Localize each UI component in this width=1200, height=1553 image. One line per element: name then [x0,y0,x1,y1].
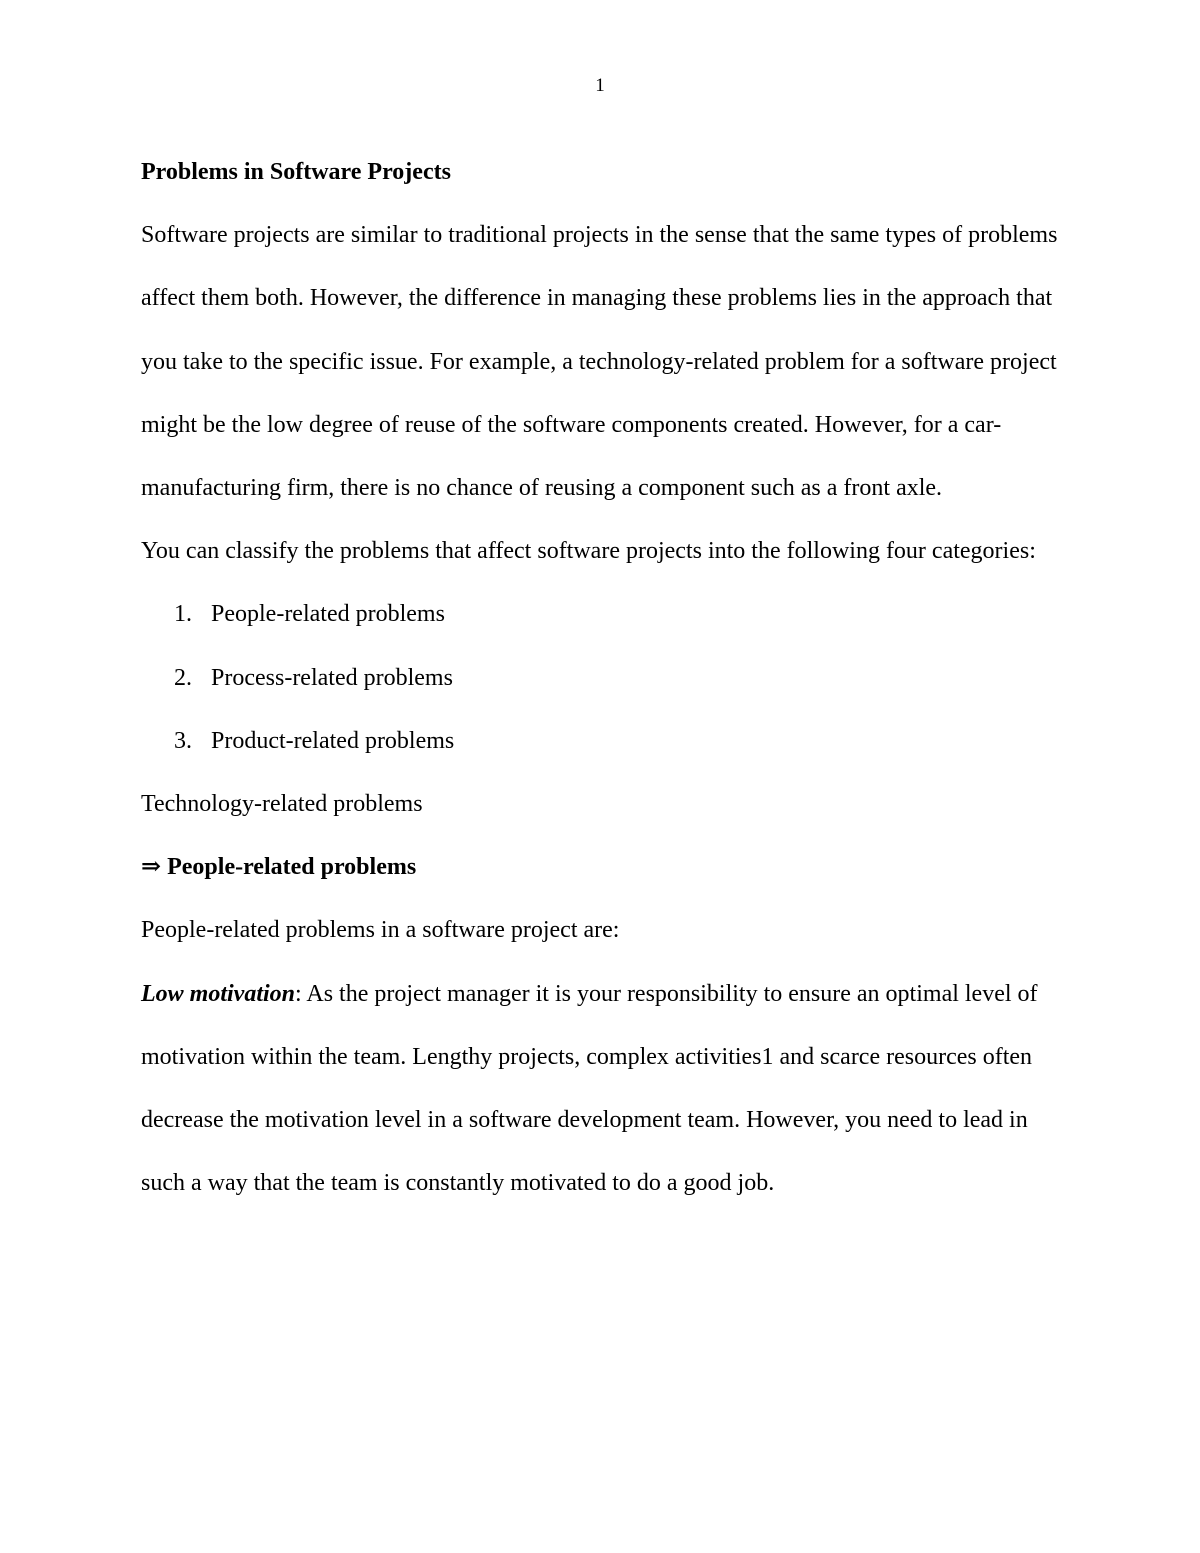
section-lead: People-related problems in a software project are: [141,917,620,944]
arrow-icon: ⇒ [141,854,162,881]
term-text: : As the project manager it is your responsibility to ensure an optimal level of motivation within the team. Lengthy projects, complex activities1 and scarce resources often decrease the motivation level in a software development team. However, you need to lead in such a way that the team is constantly motivated to do a good job. [141,980,1038,1197]
list-item-label: People-related problems [211,601,445,628]
category-list [141,583,1066,773]
intro-paragraph: Software projects are similar to traditional projects in the sense that the same types of problems affect them both. However, the difference in managing these problems lies in the approach that you take to the specific issue. For example, a technology-related problem for a software project might be the low degree of reuse of the software components created. However, for a car-manufacturing firm, there is no chance of reusing a component such as a front axle. [141,222,1058,502]
document-title: Problems in Software Projects [141,159,451,185]
motivation-paragraph [141,963,1066,1216]
classify-paragraph: You can classify the problems that affect software projects into the following four categories: [141,538,1036,565]
section-heading [141,836,1066,899]
list-item [141,710,1066,773]
list-item-label: Product-related problems [211,727,455,754]
document-body [141,141,1066,1215]
list-number: 3. [174,727,192,754]
list-item [141,583,1066,646]
list-item [141,647,1066,710]
fourth-category: Technology-related problems [141,791,423,818]
list-item-label: Process-related problems [211,664,453,691]
list-number: 1. [174,601,192,628]
list-number: 2. [174,664,192,691]
section-heading-text: People-related problems [167,854,417,881]
term-label: Low motivation [141,980,296,1007]
page-number: 1 [595,75,605,96]
